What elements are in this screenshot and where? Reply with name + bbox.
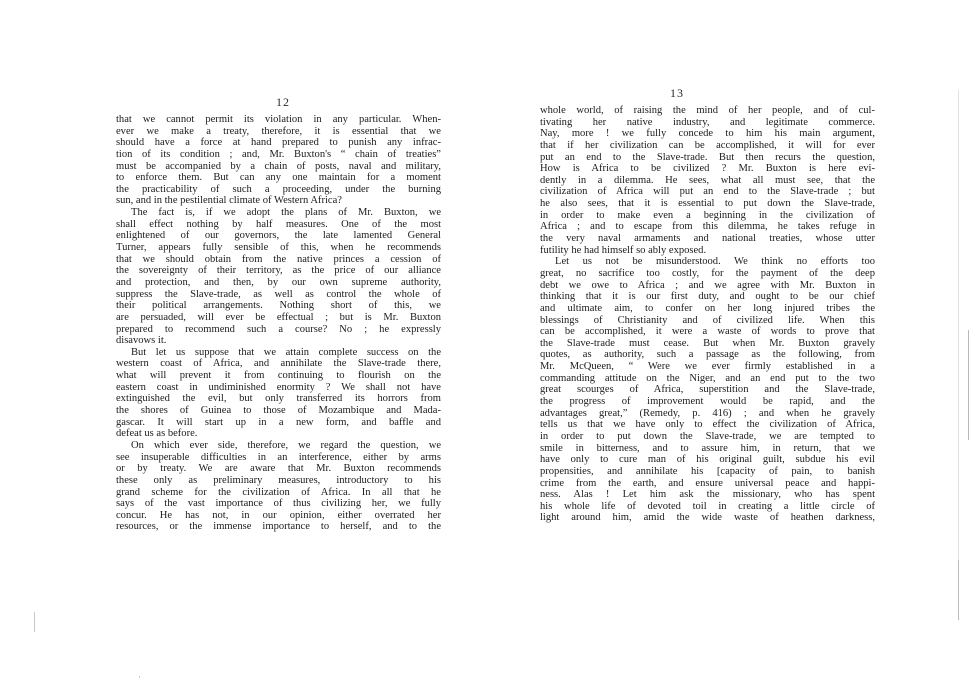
text-line: resources, or the immense importance to herself, and to the — [116, 521, 441, 533]
text-line: Nay, more ! we fully concede to him his main argument, — [540, 128, 875, 140]
text-line: sun, and in the pestilential climate of Western Africa? — [116, 195, 342, 207]
text-line: thinking that it is our first duty, and ought to be our chief — [540, 291, 875, 303]
text-line: that we should obtain from the native princes a cession of — [116, 253, 441, 265]
text-line: quotes, as authority, such a passage as the following, from — [540, 349, 875, 361]
text-line: The fact is, if we adopt the plans of Mr. Buxton, we — [131, 207, 441, 219]
text-line: suppress the Slave-trade, as well as control the whole of — [116, 288, 441, 300]
text-line: Let us not be misunderstood. We think no efforts too — [555, 256, 875, 268]
text-line: the Slave-trade must cease. But when Mr. Buxton gravely — [540, 337, 875, 349]
text-line: these only as preliminary measures, introductory to his — [116, 474, 441, 486]
text-line: tells us that we have only to effect the civilization of Africa, — [540, 419, 875, 431]
text-line: ness. Alas ! Let him ask the missionary, who has spent — [540, 489, 875, 501]
text-line: the very naval armaments and national treaties, whose utter — [540, 233, 875, 245]
text-line: tivating her native industry, and legitimate commerce. — [540, 116, 875, 128]
text-line: enlightened of our governors, the late lamented General — [116, 230, 441, 242]
text-line: eastern coast in undiminished enormity ? We shall not have — [116, 381, 441, 393]
text-line: their political arrangements. Nothing short of this, we — [116, 300, 441, 312]
text-line: shall effect nothing by half measures. One of the most — [116, 218, 441, 230]
text-line: he also sees, that it is essential to put down the Slave-trade, — [540, 198, 875, 210]
text-line: concur. He has not, in our opinion, either overrated her — [116, 509, 441, 521]
text-line: in order to put down the Slave-trade, we are tempted to — [540, 430, 875, 442]
page-number: 12 — [276, 95, 290, 109]
text-line: debt we owe to Africa ; and we agree with Mr. Buxton in — [540, 279, 875, 291]
page-edge-mark — [958, 560, 959, 620]
text-line: or by treaty. We are aware that Mr. Buxton recommends — [116, 463, 441, 475]
text-line: extinguished the evil, but only transferred its horrors from — [116, 393, 441, 405]
text-line: grand scheme for the civilization of Africa. In all that he — [116, 486, 441, 498]
text-line: prepared to recommend such a course? No ; he expressly — [116, 323, 441, 335]
text-line: that if her civilization can be accomplished, it will for ever — [540, 139, 875, 151]
text-line: smile in bitterness, and to assure him, in return, that we — [540, 442, 875, 454]
body-text — [540, 105, 875, 524]
scan-speck: · — [138, 672, 141, 682]
text-line: the shores of Guinea to those of Mozambique and Mada- — [116, 405, 441, 417]
text-line: that we cannot permit its violation in any particular. When- — [116, 114, 441, 125]
text-line: civilization of Africa will put an end to the Slave-trade ; but — [540, 186, 875, 198]
text-line: Turner, appears fully sensible of this, when he recommends — [116, 242, 441, 254]
text-line: But let us suppose that we attain complete success on the — [131, 346, 441, 358]
text-line: the sovereignty of their territory, as the price of our alliance — [116, 265, 441, 277]
text-line: have only to cure man of his original guilt, subdue his evil — [540, 454, 875, 466]
text-line: light around him, amid the wide waste of heathen darkness, — [540, 512, 875, 524]
text-line: can be accomplished, it were a waste of words to prove that — [540, 326, 875, 338]
text-line: commanding attitude on the Niger, and an end put to the two — [540, 372, 875, 384]
text-line: are persuaded, will ever be effectual ; but is Mr. Buxton — [116, 311, 441, 323]
page-number: 13 — [670, 86, 684, 100]
text-line: great, no sacrifice too costly, for the payment of the deep — [540, 267, 875, 279]
body-text — [116, 114, 441, 533]
text-line: Mr. McQueen, “ Were we ever firmly established in a — [540, 361, 875, 373]
text-line: On which ever side, therefore, we regard the question, we — [131, 439, 441, 451]
text-line: advantages great,” (Remedy, p. 416) ; and when he gravely — [540, 407, 875, 419]
page-edge-mark — [958, 90, 959, 610]
text-line: and protection, and then, by our own supreme authority, — [116, 276, 441, 288]
text-line: whole world, of raising the mind of her people, and of cul- — [540, 105, 875, 116]
text-line: in order to make even a beginning in the civilization of — [540, 209, 875, 221]
text-line: and ultimate aim, to confer on her long injured tribes the — [540, 302, 875, 314]
text-line: says of the vast importance of thus civilizing her, we fully — [116, 498, 441, 510]
right-page — [490, 0, 980, 697]
text-line: crime from the earth, and ensure universal peace and happi- — [540, 477, 875, 489]
text-line: disavows it. — [116, 335, 167, 347]
text-line: Africa ; and to escape from this dilemma, he takes refuge in — [540, 221, 875, 233]
text-line: futility he had himself so ably exposed. — [540, 244, 707, 256]
margin-mark — [34, 612, 35, 632]
text-line: his whole life of devoted toil in creating a little circle of — [540, 500, 875, 512]
text-line: How is Africa to be civilized ? Mr. Buxton is here evi- — [540, 163, 875, 175]
text-line: should have a force at hand prepared to punish any infrac- — [116, 137, 441, 149]
text-line: dently in a dilemma. He sees, what all must see, that the — [540, 174, 875, 186]
text-line: see insuperable difficulties in an interference, either by arms — [116, 451, 441, 463]
text-line: ever we make a treaty, therefore, it is essential that we — [116, 125, 441, 137]
text-line: great scourges of Africa, superstition and the Slave-trade, — [540, 384, 875, 396]
text-line: to enforce them. But can any one maintain for a moment — [116, 172, 441, 184]
text-line: the progress of improvement would be rapid, and the — [540, 396, 875, 408]
text-line: the practicability of such a proceeding, under the burning — [116, 183, 441, 195]
text-line: blessings of Christianity and of civilized life. When this — [540, 314, 875, 326]
text-line: defeat us as before. — [116, 428, 198, 440]
text-line: western coast of Africa, and annihilate the Slave-trade there, — [116, 358, 441, 370]
text-line: put an end to the Slave-trade. But then recurs the question, — [540, 151, 875, 163]
text-line: must be accompanied by a chain of posts, naval and military, — [116, 160, 441, 172]
text-line: tion of its condition ; and, Mr. Buxton's “ chain of treaties” — [116, 148, 441, 160]
page-edge-mark — [968, 330, 969, 440]
text-line: gascar. It will start up in a new form, and baffle and — [116, 416, 441, 428]
text-line: what will prevent it from continuing to flourish on the — [116, 370, 441, 382]
text-line: propensities, and annihilate his [capacity of pain, to banish — [540, 465, 875, 477]
